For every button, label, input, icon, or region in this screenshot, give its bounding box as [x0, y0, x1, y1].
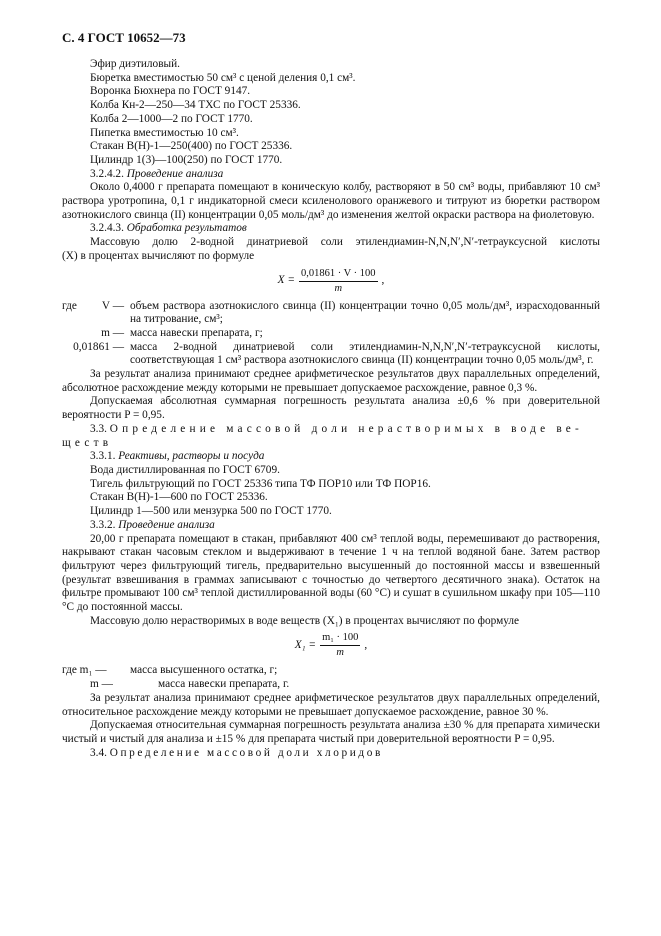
section-number: 3.3.1. [90, 450, 116, 463]
section-title-continued: ществ [62, 436, 113, 449]
section-number: 3.2.4.2. [90, 167, 124, 180]
list-item: Бюретка вместимостью 50 см³ с ценой деления 0,1 см³. [90, 71, 356, 84]
section-heading [62, 747, 600, 761]
definition-text: масса 2-водной динатриевой соли этилендиамин-N,N,N′,N′-тетрауксусной кислоты, соответствующая 1 см³ раствора азотнокислого свинца (II) концентрации точно 0,05 моль/дм³, г. [130, 340, 600, 367]
formula-numerator: 0,01861 · V · 100 [299, 268, 378, 282]
list-item: Цилиндр 1(3)—100(250) по ГОСТ 1770. [90, 153, 283, 166]
section-heading [62, 450, 600, 464]
formula-lhs: X = [277, 274, 295, 287]
section-heading [62, 222, 600, 236]
paragraph: За результат анализа принимают среднее арифметическое результатов двух параллельных определений, относительное расхождение между которыми не превышает допускаемое расхождение, равное 30 %. [62, 691, 600, 718]
section-number: 3.3. [90, 422, 107, 435]
list-item: Вода дистиллированная по ГОСТ 6709. [90, 463, 280, 476]
section-title: Определение массовой доли хлоридов [109, 746, 383, 759]
section-number: 3.4. [90, 746, 107, 759]
formula-x1 [62, 632, 600, 659]
paragraph: Допускаемая относительная суммарная погрешность результата анализа ±30 % для препарата химически чистый и чистый для анализа и ±15 % для препарата чистый при доверительной вероятности P = 0,95. [62, 719, 600, 745]
definition-symbol: m — [90, 678, 113, 691]
paragraph: За результат анализа принимают среднее арифметическое результатов двух параллельных определений, абсолютное расхождение между которыми не превышает допускаемое расхождение, равное 0,3 %. [62, 368, 600, 394]
section-heading [62, 519, 600, 533]
paragraph: 20,00 г препарата помещают в стакан, прибавляют 400 см³ теплой воды, перемешивают до растворения, накрывают стакан часовым стеклом и выдерживают в течение 1 ч на теплой водяной бане. Затем раствор фильтруют через фильтрующий тигель, предварительно высушенный до постоянной массы и взвешенный (результат взвешивания в граммах записывают с точностью до четвертого десятичного знака). Остаток на фильтре промывают 100 см³ теплой дистиллированной воды (60 °С) и сушат в сушильном шкафу при 105—110 °С до постоянной массы. [62, 532, 600, 614]
formula-lhs: X₁ = [294, 639, 317, 652]
definition-row [62, 300, 600, 327]
formula-denominator: m [336, 647, 345, 659]
list-item: Колба 2—1000—2 по ГОСТ 1770. [90, 112, 253, 125]
list-item: Стакан В(Н)-1—250(400) по ГОСТ 25336. [90, 140, 293, 153]
definition-text: масса высушенного остатка, г; [130, 664, 278, 677]
paragraph: (X) в процентах вычисляют по формуле [62, 249, 255, 262]
definition-row [62, 664, 600, 678]
list-item: Стакан В(Н)-1—600 по ГОСТ 25336. [90, 491, 268, 504]
definition-row [62, 678, 600, 692]
section-heading [62, 423, 600, 437]
materials-list [62, 464, 600, 519]
definition-text: масса навески препарата, г. [158, 678, 290, 691]
list-item: Пипетка вместимостью 10 см³. [90, 126, 239, 139]
page-header: С. 4 ГОСТ 10652—73 [62, 30, 186, 45]
formula-fraction [320, 632, 360, 659]
section-title: Проведение анализа [126, 167, 224, 180]
definition-row [62, 327, 600, 341]
formula-numerator: m₁ · 100 [320, 632, 360, 646]
where-label: где [62, 299, 77, 312]
section-number: 3.3.2. [90, 518, 116, 531]
section-title: Обработка результатов [126, 222, 247, 235]
section-heading [62, 168, 600, 182]
definition-symbol: V — [101, 299, 124, 312]
definition-text: масса навески препарата, г; [130, 326, 263, 339]
definition-symbol: 0,01861 — [73, 340, 124, 353]
section-title: Определение массовой доли нерастворимых в воде ве- [109, 422, 583, 435]
section-title: Реактивы, растворы и посуда [118, 450, 265, 463]
section-number: 3.2.4.3. [90, 222, 124, 235]
definition-row [62, 341, 600, 368]
formula-tail: , [364, 639, 368, 652]
paragraph: Допускаемая абсолютная суммарная погрешность результата анализа ±0,6 % при доверительной вероятности P = 0,95. [62, 395, 600, 422]
formula-denominator: m [334, 282, 343, 294]
section-title: Проведение анализа [118, 518, 215, 531]
paragraph: Массовую долю нерастворимых в воде веществ (X₁) в процентах вычисляют по формуле [90, 614, 520, 627]
equipment-list [62, 58, 600, 168]
list-item: Эфир диэтиловый. [90, 58, 180, 70]
list-item: Тигель фильтрующий по ГОСТ 25336 типа ТФ ПОР10 или ТФ ПОР16. [90, 477, 431, 490]
list-item: Воронка Бюхнера по ГОСТ 9147. [90, 85, 251, 98]
list-item: Колба Кн-2—250—34 ТХС по ГОСТ 25336. [90, 99, 301, 112]
page-content [62, 58, 600, 760]
definition-text: объем раствора азотнокислого свинца (II) концентрации точно 0,05 моль/дм³, израсходованный на титрование, см³; [130, 299, 600, 326]
formula-x [62, 268, 600, 295]
formula-tail: , [381, 274, 385, 287]
definition-symbol: где m₁ — [62, 664, 107, 677]
paragraph: Массовую долю 2-водной динатриевой соли этилендиамин-N,N,N′,N′-тетрауксусной кислоты [90, 236, 600, 249]
list-item: Цилиндр 1—500 или мензурка 500 по ГОСТ 1770. [90, 505, 332, 518]
definition-symbol: m — [101, 326, 124, 339]
paragraph: Около 0,4000 г препарата помещают в коническую колбу, растворяют в 50 см³ воды, прибавляют 10 см³ раствора уротропина, 0,1 г индикаторной смеси ксиленолового оранжевого и титруют из бюретки раствором азотнокислого свинца (II) концентрации 0,05 моль/дм³ до изменения желтой окраски раствора на фиолетовую. [62, 181, 600, 221]
formula-fraction [299, 268, 378, 295]
